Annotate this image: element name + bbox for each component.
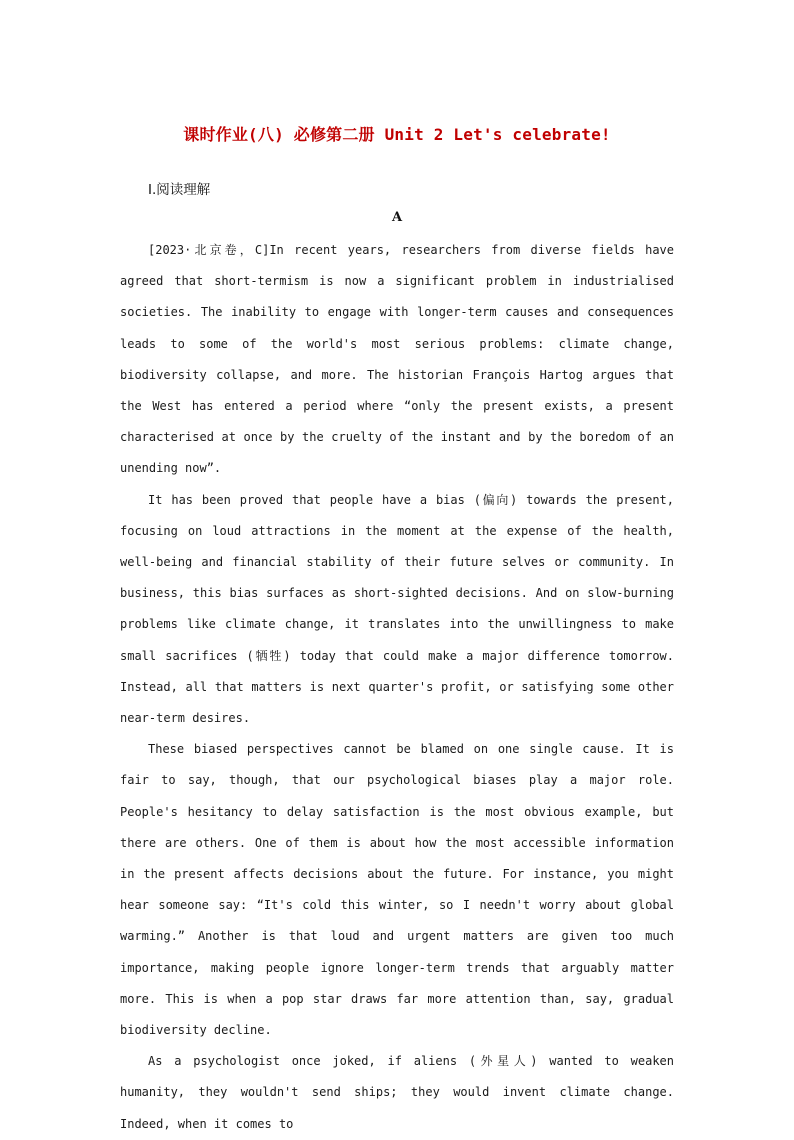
paragraph: It has been proved that people have a bias (偏向) towards the present, focusing on loud attractions in the moment at the expense of the health, well-being and financial stability of their future selves or community. In business, this bias surfaces as short-sighted decisions. And on slow-burning problems like climate change, it translates into the unwillingness to make small sacrifices (牺牲) today that could make a major difference tomorrow. Instead, all that matters is next quarter's profit, or satisfying some other near-term desires. — [120, 492, 674, 726]
paragraph: [2023·北京卷，C]In recent years, researchers from diverse fields have agreed that short-termism is now a significant problem in industrialised societies. The inability to engage with longer-term causes and consequences leads to some of the world's most serious problems: climate change, biodiversity collapse, and more. The historian François Hartog argues that the West has entered a period where “only the present exists, a present characterised at once by the cruelty of the instant and by the boredom of an unending now”. — [120, 243, 674, 476]
passage-label: A — [391, 210, 403, 225]
passage-body — [120, 235, 674, 1140]
document-title: 课时作业(八) 必修第二册 Unit 2 Let's celebrate! — [183, 125, 611, 144]
paragraph: These biased perspectives cannot be blamed on one single cause. It is fair to say, though, that our psychological biases play a major role. People's hesitancy to delay satisfaction is the most obvious example, but there are others. One of them is about how the most accessible information in the present affects decisions about the future. For instance, you might hear someone say: “It's cold this winter, so I needn't worry about global warming.” Another is that loud and urgent matters are given too much importance, making people ignore longer-term trends that arguably matter more. This is when a pop star draws far more attention than, say, gradual biodiversity decline. — [120, 742, 674, 1038]
paragraph: As a psychologist once joked, if aliens (外星人) wanted to weaken humanity, they wouldn't send ships; they would invent climate change. Indeed, when it comes to — [120, 1054, 674, 1131]
section-heading: Ⅰ.阅读理解 — [148, 182, 211, 198]
